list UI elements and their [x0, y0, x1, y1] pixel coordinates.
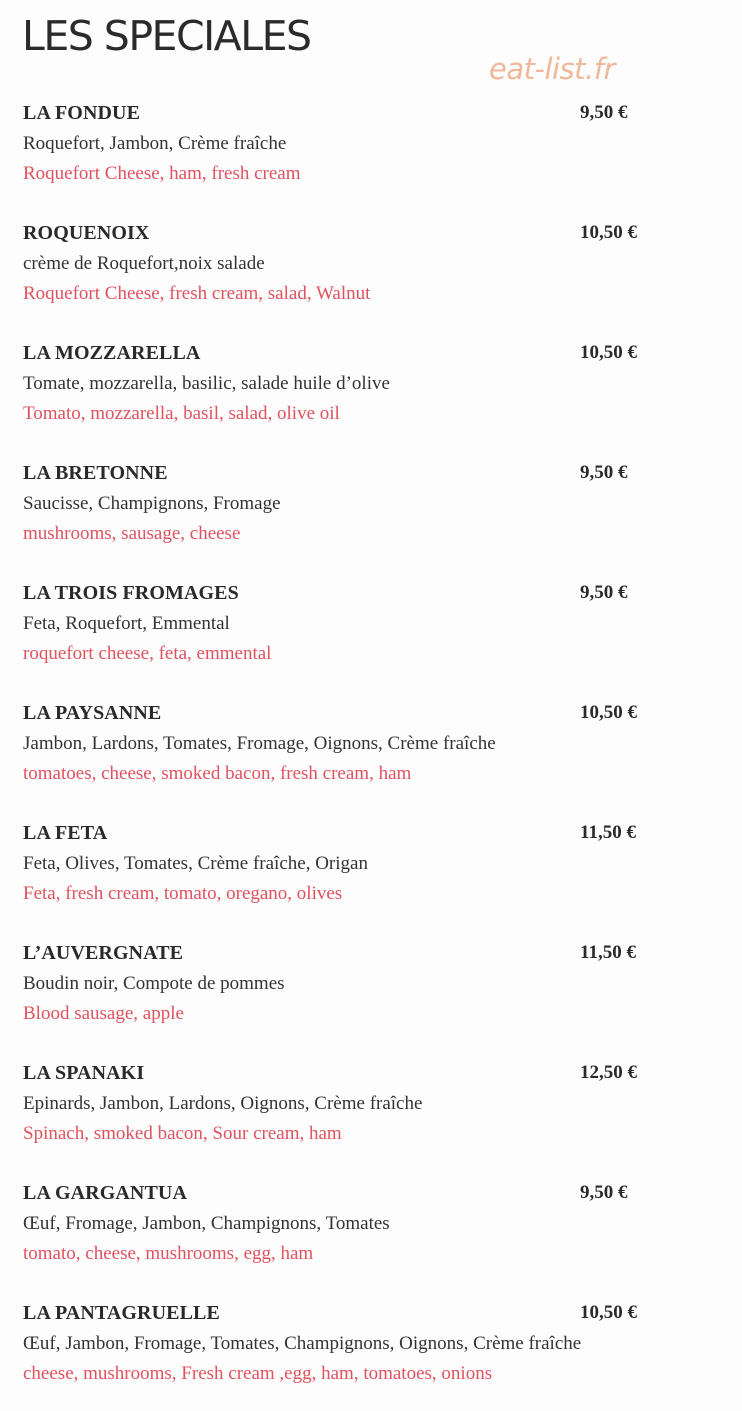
item-price: 10,50 €	[580, 222, 637, 243]
item-description-fr: Tomate, mozzarella, basilic, salade huile d’olive	[23, 373, 390, 394]
item-description-fr: Epinards, Jambon, Lardons, Oignons, Crème fraîche	[23, 1093, 423, 1114]
item-description-fr: Jambon, Lardons, Tomates, Fromage, Oignons, Crème fraîche	[23, 733, 496, 754]
menu-item	[23, 582, 723, 682]
menu-item	[23, 942, 723, 1042]
menu-item	[23, 102, 723, 202]
item-name: LA FETA	[23, 822, 108, 844]
item-price: 10,50 €	[580, 1302, 637, 1323]
item-description-fr: Saucisse, Champignons, Fromage	[23, 493, 281, 514]
item-description-fr: Feta, Roquefort, Emmental	[23, 613, 230, 634]
item-name: LA PANTAGRUELLE	[23, 1302, 220, 1324]
watermark: eat-list.fr	[489, 52, 615, 86]
item-description-fr: Œuf, Fromage, Jambon, Champignons, Tomates	[23, 1213, 390, 1234]
item-description-en: Roquefort Cheese, fresh cream, salad, Walnut	[23, 283, 371, 304]
menu-item	[23, 1062, 723, 1162]
item-description-fr: Roquefort, Jambon, Crème fraîche	[23, 133, 287, 154]
item-description-fr: Œuf, Jambon, Fromage, Tomates, Champignons, Oignons, Crème fraîche	[23, 1333, 582, 1354]
menu-item	[23, 822, 723, 922]
item-price: 12,50 €	[580, 1062, 637, 1083]
item-price: 9,50 €	[580, 1182, 628, 1203]
item-price: 9,50 €	[580, 462, 628, 483]
item-price: 11,50 €	[580, 942, 636, 963]
item-name: LA SPANAKI	[23, 1062, 145, 1084]
menu-item	[23, 702, 723, 802]
item-price: 10,50 €	[580, 702, 637, 723]
item-price: 10,50 €	[580, 342, 637, 363]
item-name: LA BRETONNE	[23, 462, 168, 484]
menu-item	[23, 462, 723, 562]
menu-item	[23, 222, 723, 322]
item-description-en: roquefort cheese, feta, emmental	[23, 643, 272, 664]
item-name: ROQUENOIX	[23, 222, 150, 244]
item-name: LA PAYSANNE	[23, 702, 162, 724]
item-description-en: Tomato, mozzarella, basil, salad, olive oil	[23, 403, 340, 424]
page-title: LES SPECIALES	[22, 12, 311, 60]
item-name: LA FONDUE	[23, 102, 141, 124]
item-description-fr: Boudin noir, Compote de pommes	[23, 973, 285, 994]
item-description-en: Feta, fresh cream, tomato, oregano, olives	[23, 883, 343, 904]
menu-item	[23, 1182, 723, 1282]
item-description-fr: Feta, Olives, Tomates, Crème fraîche, Origan	[23, 853, 368, 874]
item-description-en: Roquefort Cheese, ham, fresh cream	[23, 163, 301, 184]
item-name: LA GARGANTUA	[23, 1182, 187, 1204]
item-description-en: tomatoes, cheese, smoked bacon, fresh cream, ham	[23, 763, 412, 784]
item-price: 11,50 €	[580, 822, 636, 843]
item-price: 9,50 €	[580, 102, 628, 123]
item-name: LA TROIS FROMAGES	[23, 582, 239, 604]
item-price: 9,50 €	[580, 582, 628, 603]
item-description-en: Blood sausage, apple	[23, 1003, 184, 1024]
item-description-en: Spinach, smoked bacon, Sour cream, ham	[23, 1123, 342, 1144]
item-description-en: cheese, mushrooms, Fresh cream ,egg, ham, tomatoes, onions	[23, 1363, 493, 1384]
menu-item	[23, 1302, 723, 1402]
item-description-en: mushrooms, sausage, cheese	[23, 523, 241, 544]
item-description-fr: crème de Roquefort,noix salade	[23, 253, 265, 274]
item-description-en: tomato, cheese, mushrooms, egg, ham	[23, 1243, 314, 1264]
item-name: L’AUVERGNATE	[23, 942, 184, 964]
menu-item	[23, 342, 723, 442]
item-name: LA MOZZARELLA	[23, 342, 201, 364]
